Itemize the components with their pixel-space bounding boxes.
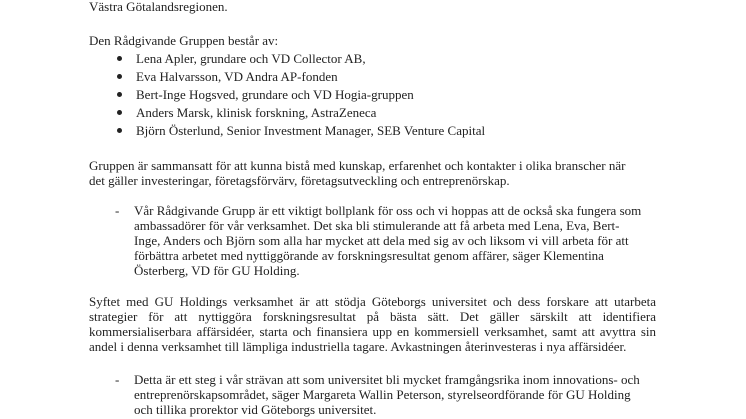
advisory-heading: Den Rådgivande Gruppen består av: — [89, 33, 279, 48]
paragraph-line: strategier för att nyttiggöra forskningsresultat på bästa sätt. Det gäller särskilt att identifiera — [89, 309, 656, 324]
quote-line: och tillika prorektor vid Göteborgs universitet. — [134, 402, 377, 417]
member-name: Bert-Inge Hogsved, grundare och VD Hogia-gruppen — [136, 87, 414, 102]
quote-line: Detta är ett steg i vår strävan att som universitet bli mycket framgångsrika inom innovations- och — [134, 372, 640, 387]
quote-line: entreprenörskapsområdet, säger Margareta Wallin Peterson, styrelseordförande för GU Holding — [134, 387, 631, 402]
quote-line: förbättra arbetet med nyttiggörande av forskningsresultat genom affärer, säger Klementina — [134, 248, 604, 263]
paragraph-gu-holding-purpose — [89, 294, 656, 354]
quote-line: Vår Rådgivande Grupp är ett viktigt bollplank för oss och vi hoppas att de också ska fungera som — [134, 203, 642, 218]
member-name: Anders Marsk, klinisk forskning, AstraZeneca — [136, 105, 377, 120]
member-name: Eva Halvarsson, VD Andra AP-fonden — [136, 69, 338, 84]
quote-line: Österberg, VD för GU Holding. — [134, 263, 300, 278]
dash-marker: - — [115, 203, 120, 218]
paragraph-line: det gäller investeringar, företagsförvärv, företagsutveckling och entreprenörskap. — [89, 173, 510, 188]
paragraph-line: kommersialiserbara affärsidéer, starta och finansiera upp en kommersiell verksamhet, samt att avyttra sin — [89, 324, 656, 339]
paragraph-line: Gruppen är sammansatt för att kunna bistå med kunskap, erfarenhet och kontakter i olika branscher när — [89, 158, 626, 173]
bullet-icon — [117, 56, 122, 61]
intro-cut-line: Västra Götalandsregionen. — [89, 0, 228, 14]
member-name: Lena Apler, grundare och VD Collector AB, — [136, 51, 366, 66]
paragraph-line: Syftet med GU Holdings verksamhet är att stödja Göteborgs universitet och dess forskare att utarbeta — [89, 294, 656, 309]
dash-marker: - — [115, 372, 120, 387]
quote-line: Inge, Anders och Björn som alla har mycket att dela med sig av och liksom vi vill arbeta för att — [134, 233, 629, 248]
bullet-icon — [117, 74, 122, 79]
bullet-icon — [117, 110, 122, 115]
quote-line: ambassadörer för vår verksamhet. Det ska bli stimulerande att få arbeta med Lena, Eva, Bert- — [134, 218, 620, 233]
bullet-icon — [117, 92, 122, 97]
paragraph-line: andel i denna verksamhet till lämpliga industriella tagare. Avkastningen återinvesteras i nya affärsidéer. — [89, 339, 627, 354]
bullet-icon — [117, 128, 122, 133]
member-name: Björn Österlund, Senior Investment Manager, SEB Venture Capital — [136, 123, 486, 138]
